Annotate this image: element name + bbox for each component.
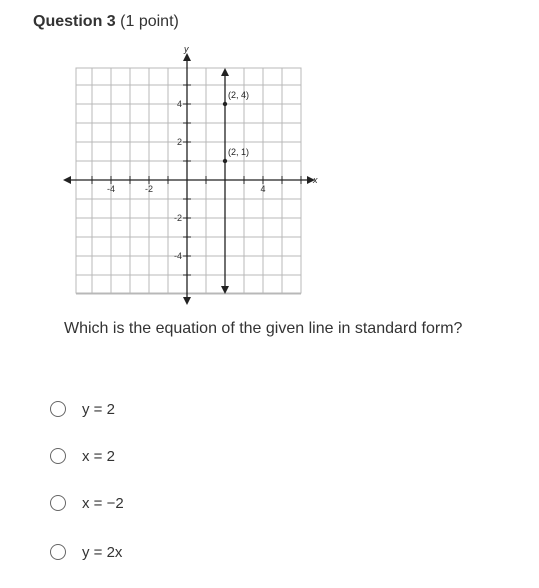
y-tick-label: 2 bbox=[176, 137, 182, 147]
radio-button[interactable] bbox=[50, 401, 66, 417]
radio-button[interactable] bbox=[50, 495, 66, 511]
question-prompt: Which is the equation of the given line in standard form? bbox=[64, 320, 463, 337]
option-x-equals-neg2[interactable] bbox=[48, 492, 348, 514]
option-label: x = −2 bbox=[82, 494, 124, 512]
point-label: (2, 4) bbox=[228, 90, 250, 100]
option-label: y = 2x bbox=[82, 543, 123, 561]
x-axis-label: x bbox=[313, 175, 318, 185]
question-header bbox=[33, 12, 179, 32]
y-axis-arrow-down bbox=[183, 297, 191, 305]
option-label: y = 2 bbox=[82, 400, 115, 418]
grid-lines bbox=[76, 68, 301, 294]
option-y-equals-2x[interactable] bbox=[48, 541, 348, 563]
y-axis-label: y bbox=[184, 44, 189, 54]
x-tick-label: -2 bbox=[144, 184, 154, 194]
radio-button[interactable] bbox=[50, 448, 66, 464]
x-tick-label: 4 bbox=[260, 184, 266, 194]
option-label: x = 2 bbox=[82, 447, 115, 465]
y-tick-label: -4 bbox=[173, 251, 182, 261]
question-title: Question 3 bbox=[33, 13, 116, 30]
axes bbox=[63, 44, 318, 305]
radio-button[interactable] bbox=[50, 544, 66, 560]
point-label: (2, 1) bbox=[228, 147, 250, 157]
graph-points bbox=[223, 90, 249, 163]
option-x-equals-2[interactable] bbox=[48, 445, 348, 467]
line-arrow-up bbox=[221, 68, 229, 76]
option-y-equals-2[interactable] bbox=[48, 398, 348, 420]
x-axis-arrow-left bbox=[63, 176, 71, 184]
data-point bbox=[223, 159, 227, 163]
question-points: (1 point) bbox=[120, 13, 179, 30]
coordinate-graph bbox=[58, 44, 328, 306]
data-point bbox=[223, 102, 227, 106]
y-tick-label: 4 bbox=[176, 99, 182, 109]
y-tick-label: -2 bbox=[173, 213, 182, 223]
y-axis-arrow-up bbox=[183, 53, 191, 61]
answer-options bbox=[48, 398, 348, 588]
x-tick-label: -4 bbox=[106, 184, 116, 194]
